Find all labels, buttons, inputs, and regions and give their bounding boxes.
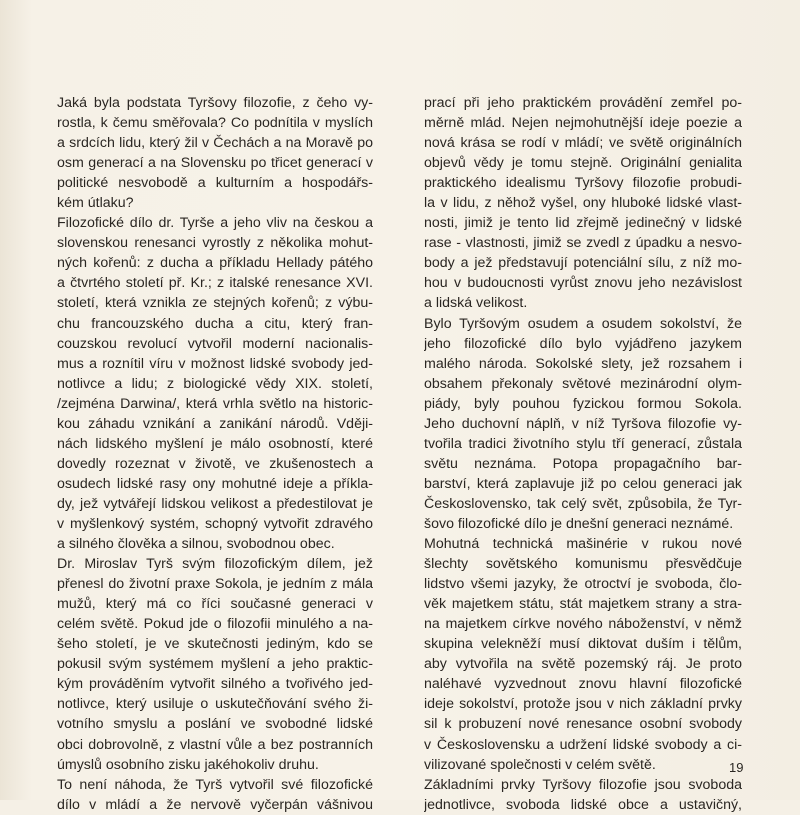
- text-line: mužů, který má co říci současné generaci v: [57, 596, 373, 613]
- text-line: a silného člověka a silnou, svobodnou obec.: [57, 536, 335, 553]
- text-line: století, která vznikla ze stejných kořenů; z výbu-: [57, 295, 373, 312]
- text-line: jednotlivce, svoboda lidské obce a ustavičný,: [424, 796, 742, 813]
- text-line: rase - vlastnosti, jimiž se zvedl z úpadku a nesvo-: [424, 235, 742, 252]
- text-line: ných kořenů: z ducha a příkladu Hellady pátého: [57, 255, 373, 272]
- text-line: obsahem překonaly světové mezinárodní olym-: [424, 375, 742, 392]
- text-line: dovedly rozeznat v životě, ve zkušenostech a: [57, 455, 373, 472]
- text-line: nová krása se rodí v mládí; ve světě originálních: [424, 135, 742, 152]
- text-line: na majetkem církve nového náboženství, v němž: [424, 616, 742, 633]
- text-line: slovenskou renesanci vyrostly z několika mohut-: [57, 235, 373, 252]
- text-line: praktického idealismu Tyršovy filozofie probudi-: [424, 175, 742, 192]
- text-line: malého národa. Sokolské slety, jež rozsahem i: [424, 355, 742, 372]
- text-line: ideje sokolství, protože jsou v nich základní prvky: [424, 696, 742, 713]
- text-line: nosti, jimiž je tento lid zřejmě jedinečný v lidské: [424, 215, 742, 232]
- text-line: Jaká byla podstata Tyršovy filozofie, z čeho vy-: [57, 95, 373, 111]
- text-line: úmyslů osobního zisku jakéhokoliv druhu.: [57, 756, 319, 773]
- text-line: v myšlenkový systém, schopný vytvořit zdravého: [57, 515, 373, 532]
- text-line: věk majetkem státu, stát majetkem strany a stra-: [424, 596, 742, 613]
- text-line: Československo, tak celý svět, způsobila, že Tyr-: [424, 495, 742, 512]
- text-line: a čtvrtého století př. Kr.; z italské renesance XVI.: [57, 275, 373, 292]
- text-line: Základními prvky Tyršovy filozofie jsou svoboda: [424, 776, 742, 793]
- text-line: politické nesvobodě a kulturním a hospodářs-: [57, 175, 373, 192]
- text-line: Jeho duchovní náplň, v níž Tyršova filozofie vy-: [424, 415, 742, 432]
- text-line: rostla, k čemu směřovala? Co podnítila v myslích: [57, 115, 373, 132]
- text-line: Mohutná technická mašinérie v rukou nové: [424, 536, 742, 553]
- text-line: kém útlaku?: [57, 195, 134, 212]
- text-line: chu francouzského ducha a citu, který fran-: [57, 315, 373, 332]
- text-line: Filozofické dílo dr. Tyrše a jeho vliv na českou a: [57, 215, 373, 232]
- text-line: naléhavé vyzvednout znovu hlavní filozofické: [424, 676, 742, 693]
- text-line: votního smyslu a poslání ve svobodné lidské: [57, 716, 373, 733]
- text-line: /zejména Darwina/, která vrhla světlo na historic-: [57, 395, 373, 412]
- text-line: body a jež představují potenciální sílu, z níž mo-: [424, 255, 742, 272]
- text-line: barství, která zaplavuje již po celou generaci jak: [424, 475, 742, 492]
- text-line: šeho století, je ve skutečnosti jediným, kdo se: [57, 636, 373, 653]
- right-text-column: [424, 93, 742, 815]
- text-line: šovo filozofické dílo je dnešní generaci neznámé.: [424, 515, 734, 532]
- text-line: couzskou revolucí vytvořil moderní nacionalis-: [57, 335, 373, 352]
- text-line: notlivce a lidu; z biologické vědy XIX. století,: [57, 375, 373, 392]
- text-line: mus a roznítil víru v možnost lidské svobody jed-: [57, 355, 373, 372]
- text-line: kou záhadu vznikání a zanikání národů. Vději-: [57, 415, 373, 432]
- text-line: objevů vědy je tomu stejně. Originální genialita: [424, 155, 742, 172]
- text-line: vilizované společnosti v celém světě.: [424, 756, 656, 773]
- text-line: hou v budoucnosti vyrůst znovu jeho nezávislost: [424, 275, 742, 292]
- text-line: aby vytvořila na světě pozemský ráj. Je proto: [424, 656, 742, 673]
- text-line: sil k probuzení nové renesance osobní svobody: [424, 716, 742, 733]
- text-line: pokusil svým systémem myšlení a jeho praktic-: [57, 656, 373, 673]
- text-line: notlivce, který usiluje o uskutečňování svého ži-: [57, 696, 373, 713]
- text-line: nách lidského myšlení je málo osobností, které: [57, 435, 373, 452]
- text-line: Bylo Tyršovým osudem a osudem sokolství, že: [424, 315, 742, 332]
- text-line: osudech lidské rasy ony mohutné ideje a příkla-: [57, 475, 373, 492]
- text-line: přenesl do životní praxe Sokola, je jedním z mála: [57, 576, 373, 593]
- text-line: tvořila tradici životního stylu tří generací, zůstala: [424, 435, 742, 452]
- text-line: celém světě. Pokud jde o filozofii minulého a na-: [57, 616, 373, 633]
- text-line: a lidská velikost.: [424, 295, 528, 312]
- text-line: jeho filozofické dílo bylo vyjádřeno jazykem: [424, 335, 742, 352]
- text-line: la v lidu, z něhož vyšel, ony hluboké lidské vlast-: [424, 195, 742, 212]
- text-line: osm generací a na Slovensku po třicet generací v: [57, 155, 373, 172]
- text-line: piády, byly pouhou fyzickou formou Sokola.: [424, 395, 742, 412]
- text-line: obci dobrovolně, z vlastní vůle a bez postranních: [57, 736, 373, 753]
- text-line: a srdcích lidu, který žil v Čechách a na Moravě po: [57, 135, 373, 152]
- page-number: 19: [729, 760, 744, 775]
- text-line: světu neznáma. Potopa propagačního bar-: [424, 455, 742, 472]
- text-line: To není náhoda, že Tyrš vytvořil své filozofické: [57, 776, 373, 793]
- text-line: kým prováděním vytvořit silného a tvořivého jed-: [57, 676, 373, 693]
- text-line: skupina velekněží musí diktovat duším i tělům,: [424, 636, 742, 653]
- text-line: šlechty sovětského komunismu přesvědčuje: [424, 556, 742, 573]
- text-line: prací při jeho praktickém provádění zemřel po-: [424, 95, 742, 111]
- text-line: v Československu a udržení lidské svobody a ci-: [424, 736, 742, 753]
- text-line: dy, jež vytvářejí lidskou velikost a předestilovat je: [57, 495, 373, 512]
- text-line: lidstvo všemi jazyky, že otroctví je svoboda, člo-: [424, 576, 742, 593]
- text-line: dílo v mládí a že nervově vyčerpán vášnivou: [57, 796, 373, 813]
- left-text-column: [57, 93, 373, 815]
- text-line: Dr. Miroslav Tyrš svým filozofickým dílem, jež: [57, 556, 373, 573]
- text-line: měrně mlád. Nejen nejmohutnější ideje poezie a: [424, 115, 742, 132]
